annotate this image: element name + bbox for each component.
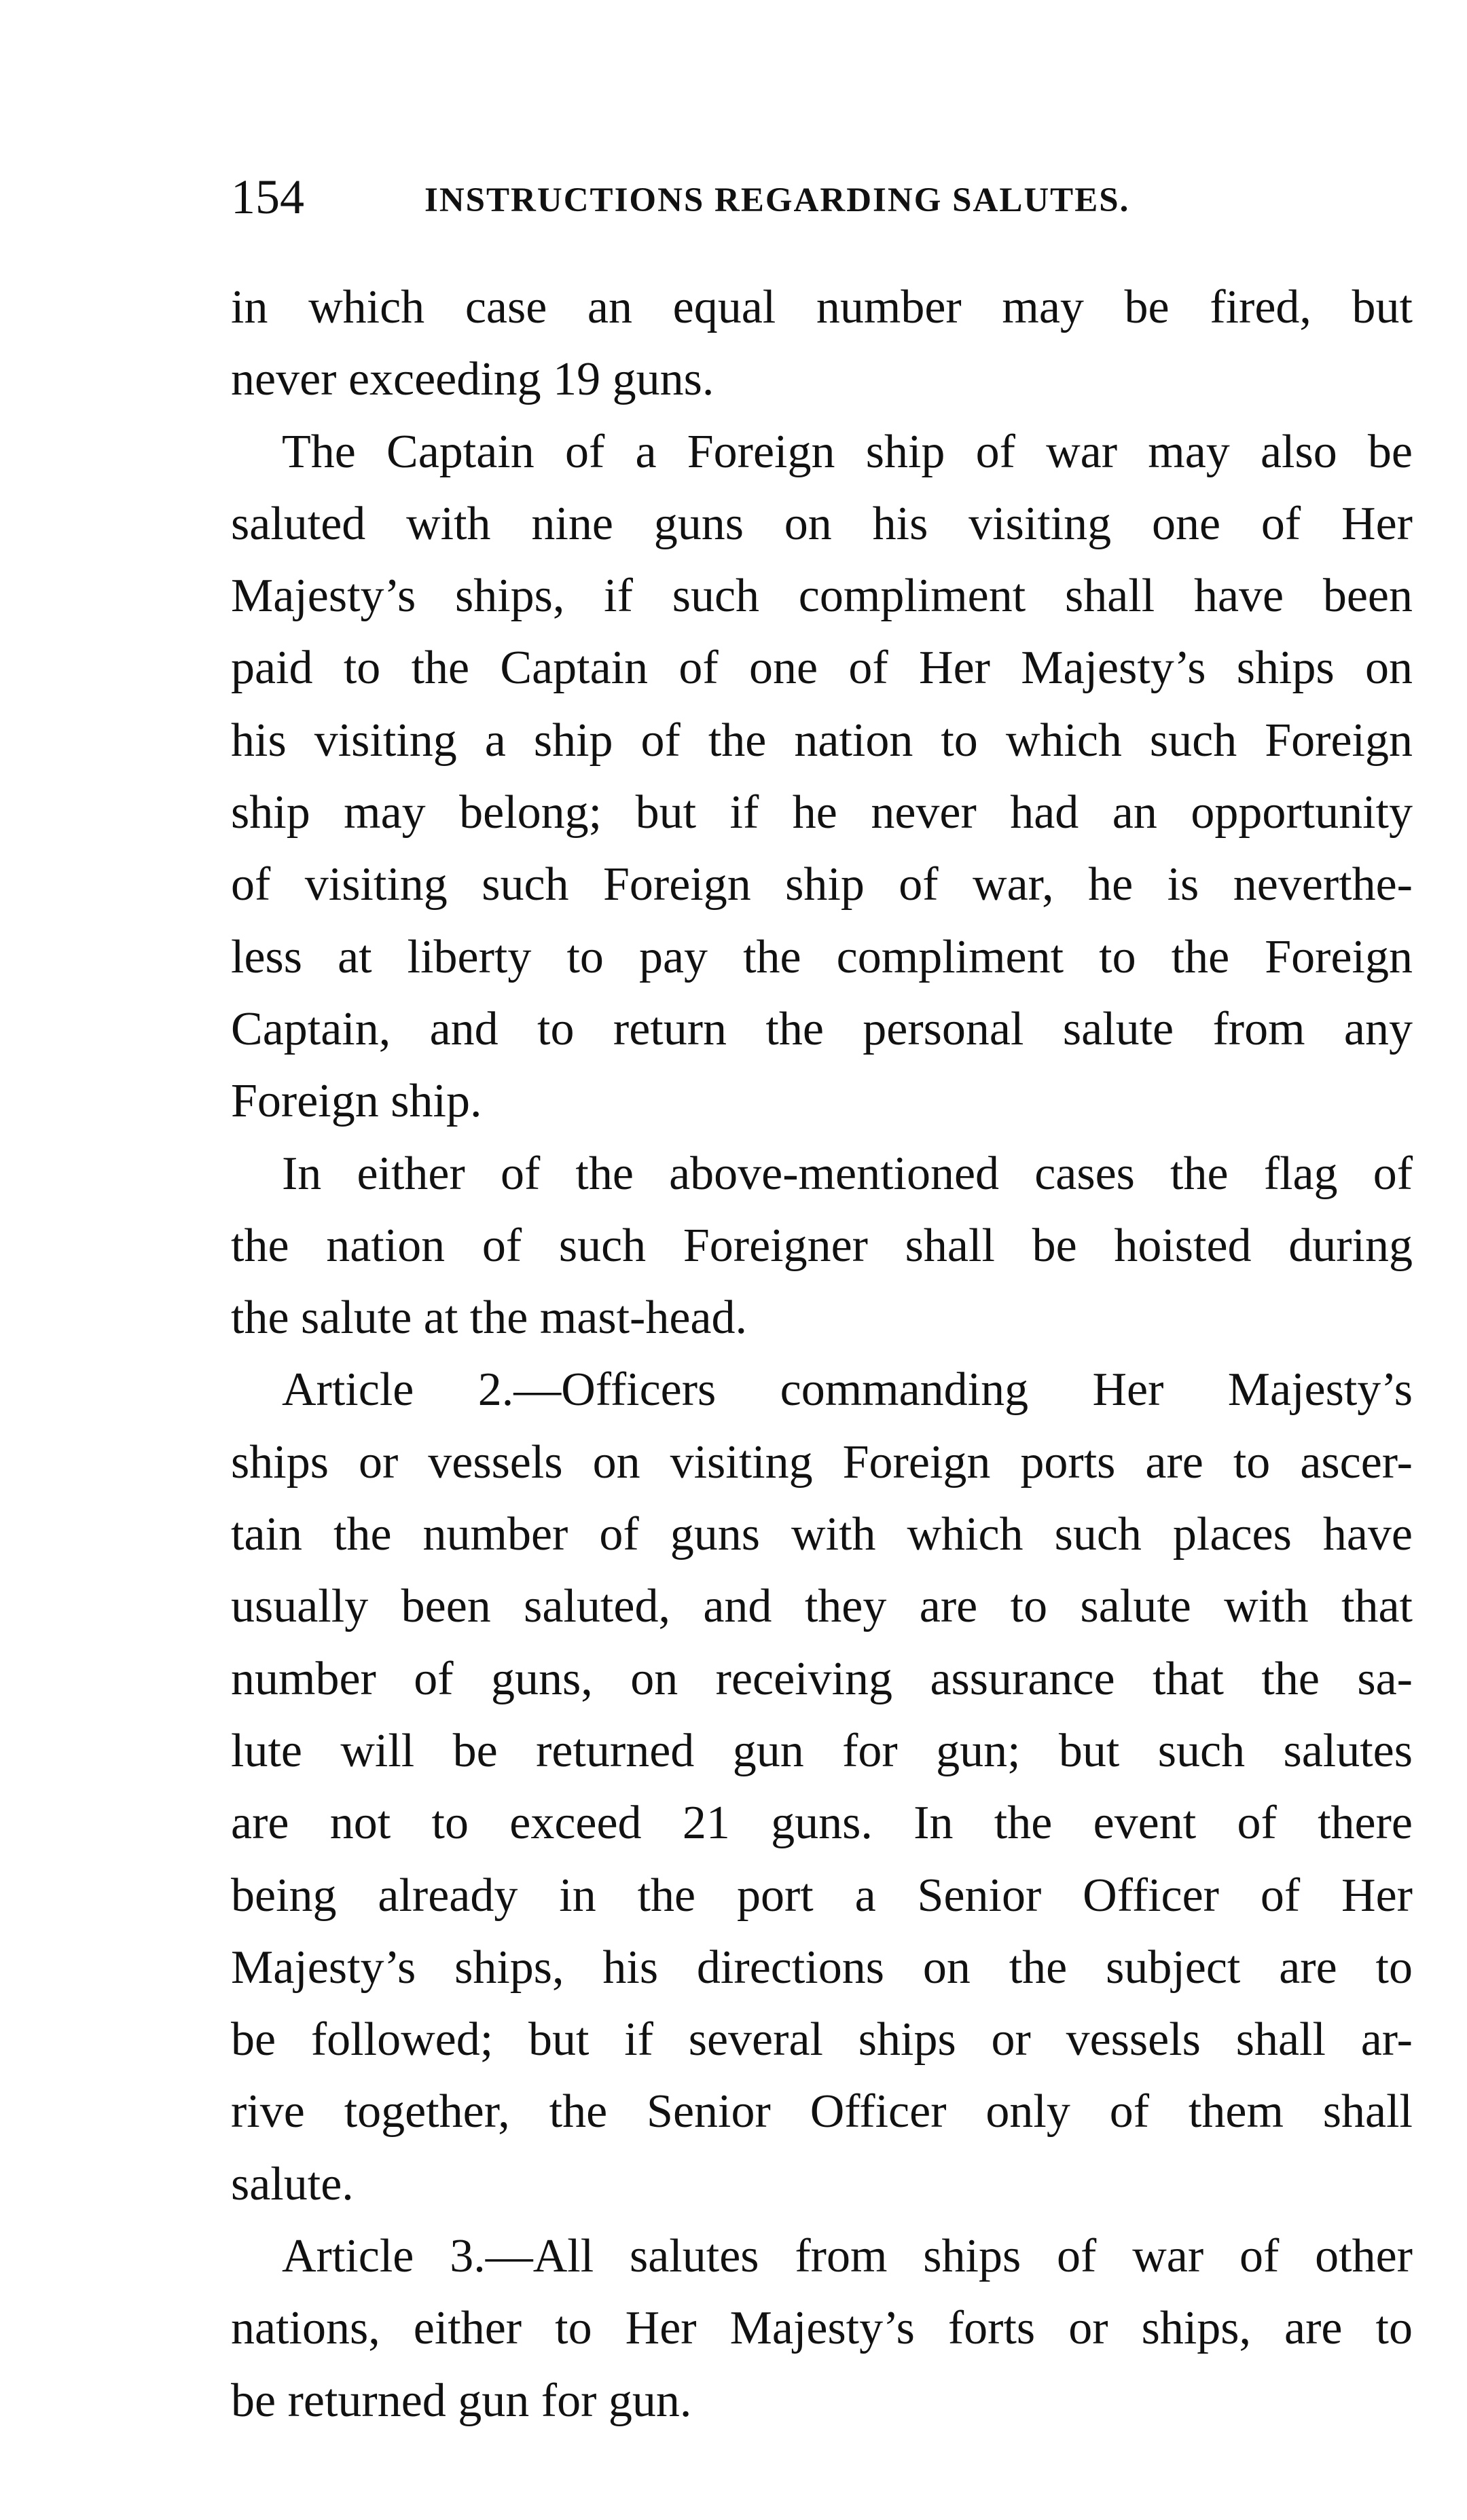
page-header	[231, 166, 1413, 227]
body-text	[231, 272, 1413, 2437]
text-line: lute will be returned gun for gun; but such salutes	[231, 1724, 1413, 1777]
text-line: ships or vessels on visiting Foreign ports are to ascer-	[231, 1436, 1413, 1489]
text-line: being already in the port a Senior Officer of Her	[231, 1869, 1413, 1922]
text-line: nations, either to Her Majesty’s forts or ships, are to	[231, 2302, 1413, 2355]
text-line: Article 2.—Officers commanding Her Majesty’s	[282, 1364, 1413, 1417]
text-line: In either of the above-mentioned cases the flag of	[282, 1147, 1413, 1200]
text-line: be followed; but if several ships or vessels shall ar-	[231, 2013, 1413, 2066]
text-line: Captain, and to return the personal salute from any	[231, 1002, 1413, 1055]
text-line: usually been saluted, and they are to salute with that	[231, 1580, 1413, 1633]
text-line: less at liberty to pay the compliment to the Foreign	[231, 930, 1413, 983]
text-line: Majesty’s ships, his directions on the subject are to	[231, 1941, 1413, 1994]
text-line: saluted with nine guns on his visiting one of Her	[231, 497, 1413, 550]
text-line: Article 3.—All salutes from ships of war of other	[282, 2230, 1413, 2283]
text-line: his visiting a ship of the nation to which such Foreign	[231, 714, 1413, 767]
text-line: in which case an equal number may be fired, but	[231, 281, 1413, 333]
text-line: the nation of such Foreigner shall be hoisted during	[231, 1219, 1413, 1272]
text-line: The Captain of a Foreign ship of war may also be	[282, 425, 1413, 478]
text-line: never exceeding 19 guns.	[231, 353, 714, 406]
text-line: number of guns, on receiving assurance that the sa-	[231, 1652, 1413, 1705]
text-line: Foreign ship.	[231, 1075, 482, 1128]
text-line: salute.	[231, 2157, 354, 2210]
text-line: Majesty’s ships, if such compliment shall have been	[231, 570, 1413, 623]
text-line: paid to the Captain of one of Her Majesty’s ships on	[231, 642, 1413, 695]
page-number: 154	[231, 170, 304, 224]
text-line: ship may belong; but if he never had an opportunity	[231, 786, 1413, 839]
text-line: tain the number of guns with which such places have	[231, 1508, 1413, 1561]
text-line: the salute at the mast-head.	[231, 1292, 747, 1345]
text-line: are not to exceed 21 guns. In the event of there	[231, 1797, 1413, 1850]
text-line: of visiting such Foreign ship of war, he is neverthe-	[231, 858, 1413, 911]
text-line: rive together, the Senior Officer only of them shall	[231, 2085, 1413, 2138]
text-line: be returned gun for gun.	[231, 2374, 692, 2427]
running-head: INSTRUCTIONS REGARDING SALUTES.	[424, 181, 1130, 219]
